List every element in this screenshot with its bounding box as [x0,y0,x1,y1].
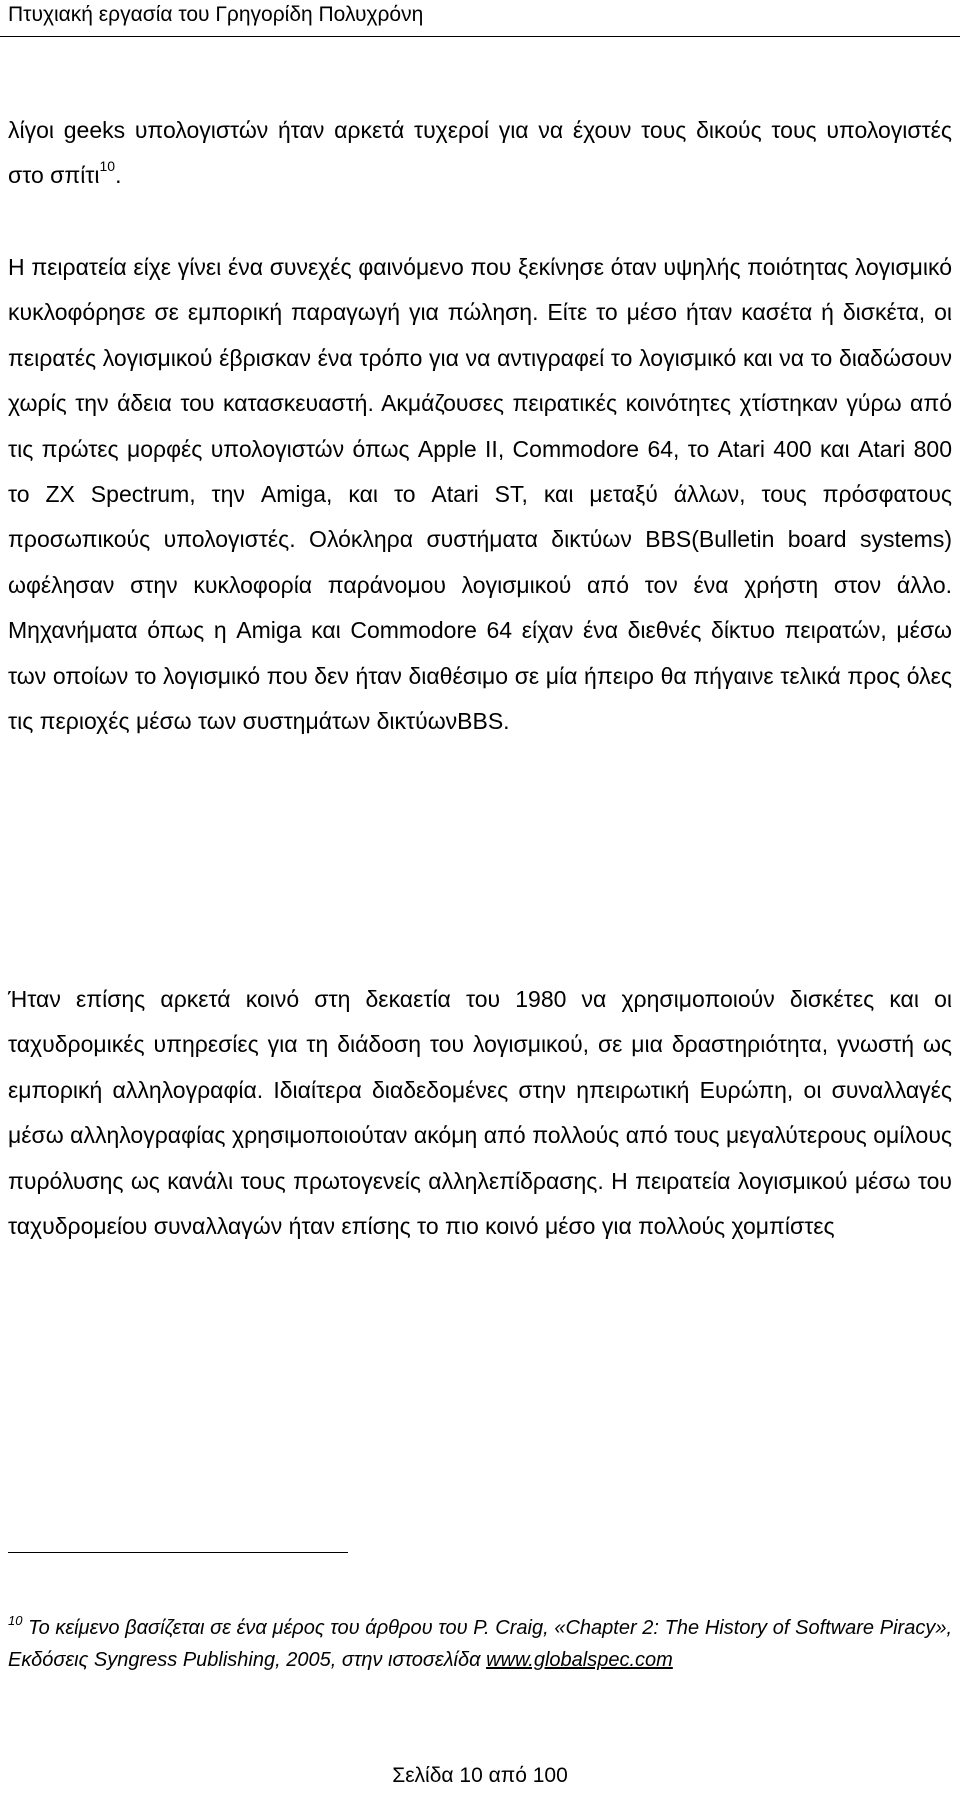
footnote [8,1613,952,1676]
footnote-link[interactable]: www.globalspec.com [486,1648,673,1671]
paragraph-mail-trading: Ήταν επίσης αρκετά κοινό στη δεκαετία του 1980 να χρησιμοποιούν δισκέτες και οι ταχυδρομικές υπηρεσίες για τη διάδοση του λογισμικού, σε μια δραστηριότητα, γνωστή ως εμπορική αλληλογραφία. Ιδιαίτερα διαδεδομένες στην ηπειρωτική Ευρώπη, οι συναλλαγές μέσω αλληλογραφίας χρησιμοποιούταν ακόμη από πολλούς από τους μεγαλύτερους ομίλους πυρόλυσης ως κανάλι τους πρωτογενείς αλληλεπίδρασης. Η πειρατεία λογισμικού μέσω του ταχυδρομείου συναλλαγών ήταν επίσης το πιο κοινό μέσο για πολλούς χομπίστες [8,986,952,1240]
paragraph-continuation [8,108,952,199]
paragraph-piracy-history: Η πειρατεία είχε γίνει ένα συνεχές φαινόμενο που ξεκίνησε όταν υψηλής ποιότητας λογισμικό κυκλοφόρησε σε εμπορική παραγωγή για πώληση. Είτε το μέσο ήταν κασέτα ή δισκέτα, οι πειρατές λογισμικού έβρισκαν ένα τρόπο για να αντιγραφεί το λογισμικό και να το διαδώσουν χωρίς την άδεια του κατασκευαστή. Ακμάζουσες πειρατικές κοινότητες χτίστηκαν γύρω από τις πρώτες μορφές υπολογιστών όπως Apple II, Commodore 64, το Atari 400 και Atari 800 το ZX Spectrum, την Amiga, και το Atari ST, και μεταξύ άλλων, τους πρόσφατους προσωπικούς υπολογιστές. Ολόκληρα συστήματα δικτύων BBS(Bulletin board systems) ωφέλησαν στην κυκλοφορία παράνομου λογισμικού από τον ένα χρήστη στον άλλο. Μηχανήματα όπως η Amiga και Commodore 64 είχαν ένα διεθνές δίκτυο πειρατών, μέσω των οποίων το λογισμικό που δεν ήταν διαθέσιμο σε μία ήπειρο θα πήγαινε τελικά προς όλες τις περιοχές μέσω των συστημάτων δικτύωνBBS. [8,254,952,735]
footnote-text: Το κείμενο βασίζεται σε ένα μέρος του άρθρου του P. Craig, «Chapter 2: The History of Software Piracy», Εκδόσεις Syngress Publishing, 2005, στην ιστοσελίδα [8,1617,952,1671]
header-divider [0,36,960,37]
document-title: Πτυχιακή εργασία του Γρηγορίδη Πολυχρόνη [8,3,424,26]
footnote-reference[interactable]: 10 [99,158,116,175]
footnote-number: 10 [8,1613,23,1628]
paragraph-text: λίγοι geeks υπολογιστών ήταν αρκετά τυχεροί για να έχουν τους δικούς τους υπολογιστές στο σπίτι [8,117,952,189]
page-number: Σελίδα 10 από 100 [392,1764,568,1787]
footnote-divider [8,1552,348,1553]
paragraph-end-punctuation: . [115,162,122,189]
page-header [0,0,960,38]
